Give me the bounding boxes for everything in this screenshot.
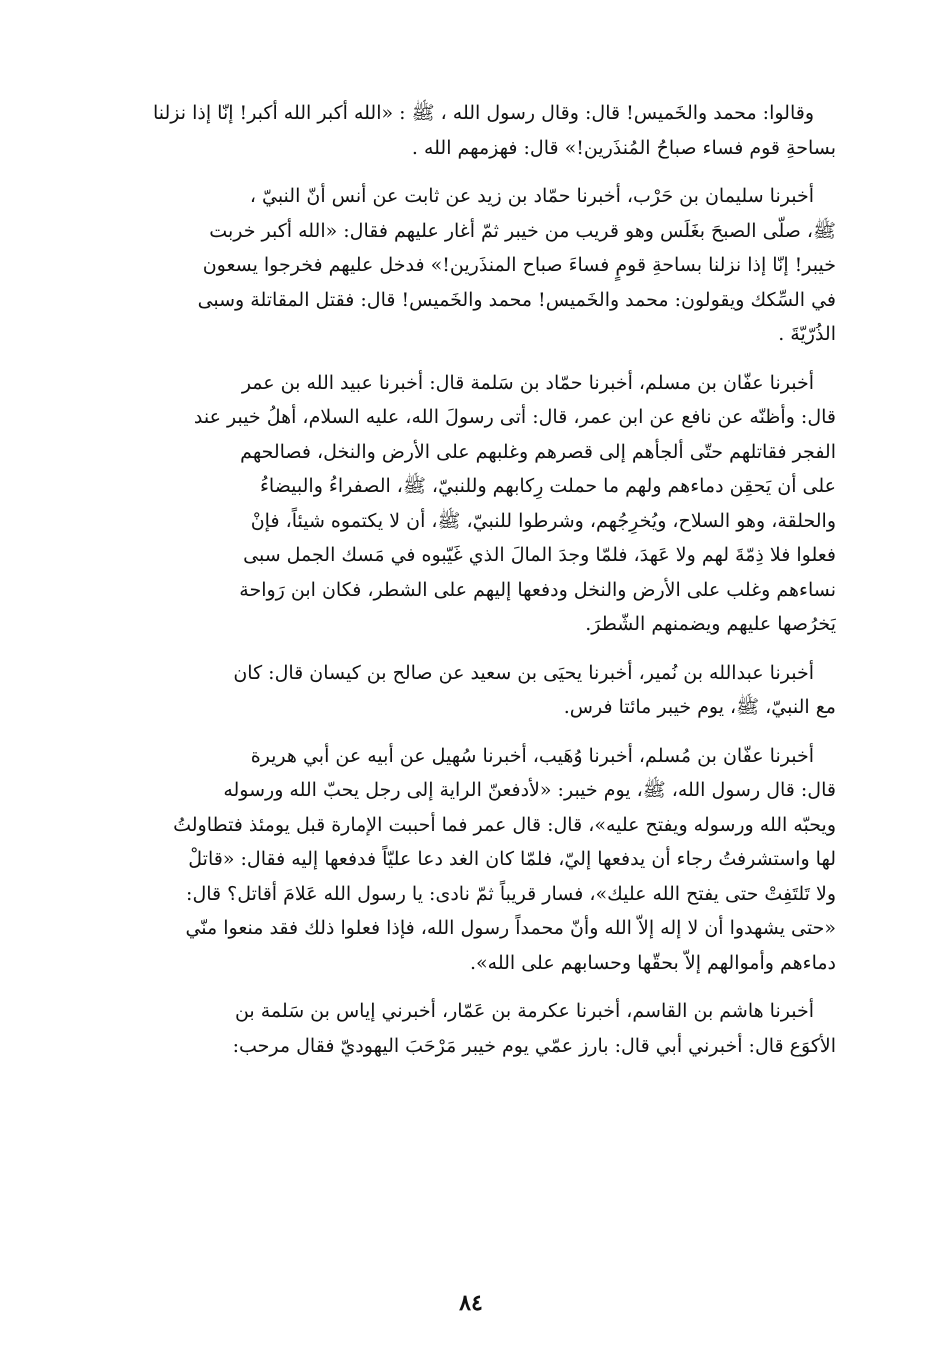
- paragraph: [104, 179, 836, 352]
- paragraph: [104, 96, 836, 165]
- text-line: وقالوا: محمد والخَميس! قال: وقال رسول الله ، ﷺ : «الله أكبر الله أكبر! إنّا إذا نزلنا: [152, 102, 814, 124]
- text-line: دماءهم وأموالهم إلاّ بحقّها وحسابهم على الله».: [469, 951, 836, 974]
- text-line: بساحةِ قوم فساء صباحُ المُنذَرين!» قال: فهزمهم الله .: [411, 136, 836, 159]
- page-number: ٨٤: [459, 1290, 483, 1316]
- paragraph: [104, 656, 836, 725]
- text-line: الفجر فقاتلهم حتّى ألجأهم إلى قصرهم وغلبهم على الأرض والنخل، فصالحهم: [240, 440, 836, 463]
- text-line: الأكوَع قال: أخبرني أبي قال: بارز عمّي يوم خيبر مَرْحَبَ اليهوديّ فقال مرحب:: [232, 1034, 836, 1057]
- text-line: «حتى يشهدوا أن لا إله إلاّ الله وأنّ محمداً رسول الله، فإذا فعلوا ذلك فقد منعوا منّي: [185, 917, 836, 939]
- text-line: مع النبيّ، ﷺ، يوم خيبر مائتا فرس.: [563, 696, 836, 718]
- paragraph: [104, 739, 836, 981]
- text-line: قال: قال رسول الله، ﷺ، يوم خيبر: «لأدفعنّ الراية إلى رجل يحبّ الله ورسوله: [223, 779, 836, 801]
- paragraph: [104, 994, 836, 1063]
- paragraph: [104, 366, 836, 642]
- body-text: [104, 96, 836, 1077]
- text-line: أخبرنا سليمان بن حَرْب، أخبرنا حمّاد بن زيد عن ثابت عن أنس أنّ النبيّ ،: [249, 185, 814, 207]
- text-line: على أن يَحقِن دماءهم ولهم ما حملت رِكابهم وللنبيّ، ﷺ، الصفراءُ والبيضاءُ: [259, 475, 836, 497]
- text-line: الذُرّيّةَ .: [778, 323, 836, 345]
- text-line: في السِّكك ويقولون: محمد والخَميس! محمد والخَميس! قال: فقتل المقاتلة وسبى: [197, 288, 836, 311]
- text-line: لها واستشرفتُ رجاء أن يدفعها إليّ، فلمّا كان الغد دعا عليّاً فدفعها إليه فقال: «قاتلْ: [188, 848, 836, 870]
- text-line: ولا تَلتَفِتْ حتى يفتح الله عليك»، فسار قريباً ثمّ نادى: يا رسول الله عَلامَ أقاتل؟ قال:: [186, 882, 836, 905]
- text-line: أخبرنا عفّان بن مُسلم، أخبرنا وُهَيب، أخبرنا سُهيل عن أبيه عن أبي هريرة: [250, 744, 814, 767]
- text-line: فعلوا فلا ذِمّةَ لهم ولا عَهدَ، فلمّا وجدَ المالَ الذي غَيّبوه في مَسك الجمل سبى: [243, 544, 836, 566]
- text-line: أخبرنا هاشم بن القاسم، أخبرنا عكرمة بن عَمّار، أخبرني إياس بن سَلمة بن: [234, 1000, 814, 1022]
- text-line: قال: وأظنّه عن نافع عن ابن عمر، قال: أتى رسولَ الله، عليه السلام، أهلُ خيبر عند: [193, 406, 836, 428]
- text-line: ﷺ، صلّى الصبحَ بغَلَس وهو قريب من خيبر ثمّ أغار عليهم فقال: «الله أكبر خربت: [209, 219, 836, 242]
- text-line: نساءهم وغلب على الأرض والنخل ودفعها إليهم على الشطر، فكان ابن رَواحة: [239, 578, 836, 601]
- text-line: ويحبّه الله ورسوله ويفتح عليه»، قال: قال عمر فما أحببت الإمارة قبل يومئذ فتطاولتُ: [173, 813, 836, 836]
- text-line: خيبر! إنّا إذا نزلنا بساحةِ قومٍ فساءَ صباح المنذَرين!» فدخل عليهم فخرجوا يسعون: [202, 254, 836, 276]
- text-line: أخبرنا عبدالله بن نُمير، أخبرنا يحيَى بن سعيد عن صالح بن كيسان قال: كان: [233, 661, 814, 684]
- text-line: يَخرُصها عليهم ويضمنهم الشّطرَ.: [585, 613, 836, 635]
- text-line: والحلقة، وهو السلاح، ويُخرِجُهم، وشرطوا للنبيّ، ﷺ، أن لا يكتموه شيئاً، فإنْ: [250, 509, 836, 532]
- text-line: أخبرنا عفّان بن مسلم، أخبرنا حمّاد بن سَلمة قال: أخبرنا عبيد الله بن عمر: [241, 371, 814, 394]
